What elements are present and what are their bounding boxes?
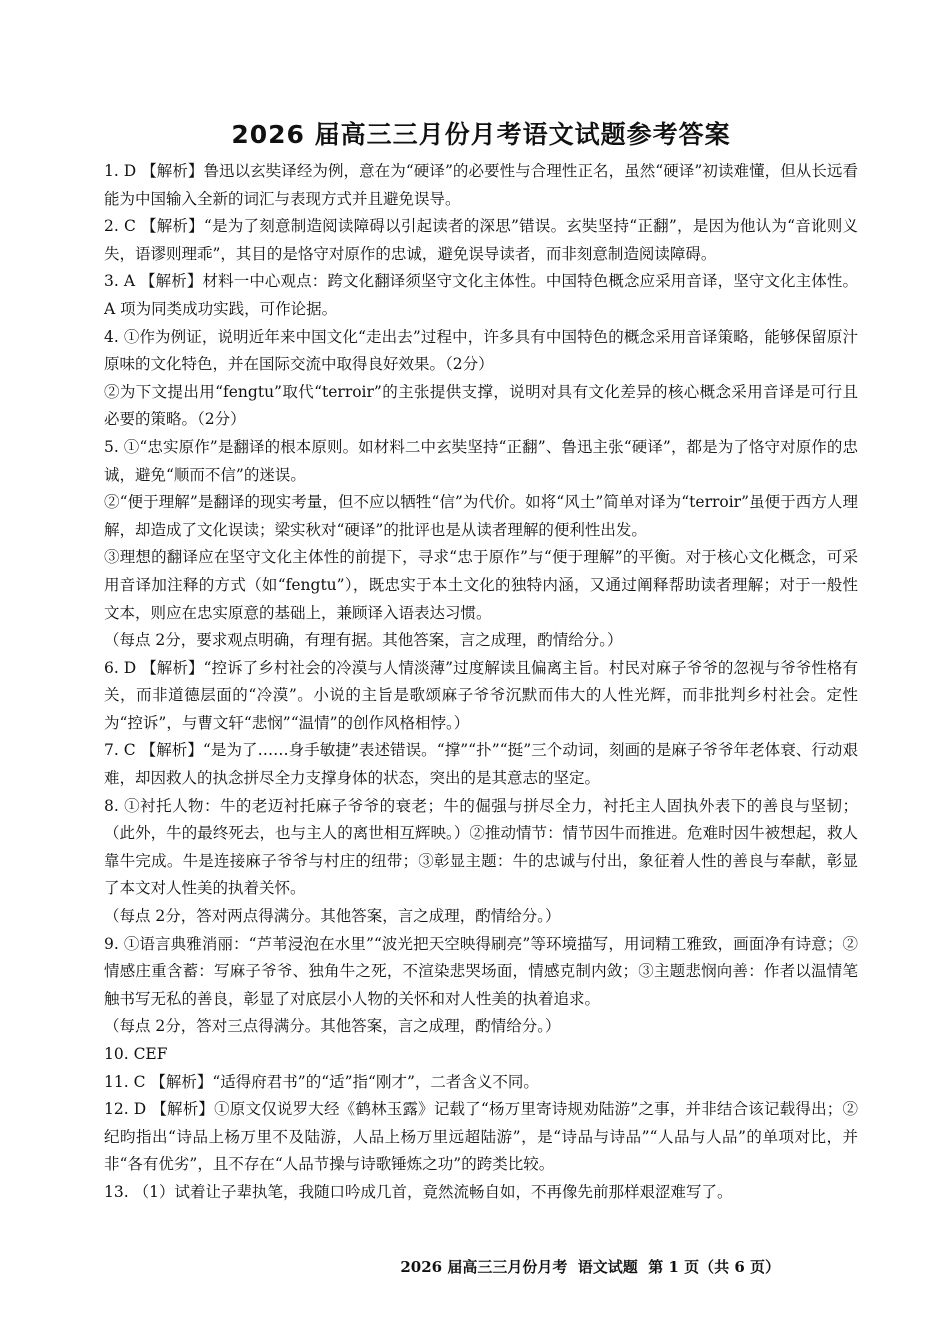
answer-q10: 10. CEF (104, 1045, 168, 1063)
answer-content (104, 158, 858, 1207)
answer-q7: 7. C 【解析】“是为了……身手敏捷”表述错误。“撑”“扑”“挺”三个动词，刻画的是麻子爷爷年老体衰、行动艰难，却因救人的执念拼尽全力支撑身体的状态，突出的是其意志的坚定。 (104, 741, 858, 788)
scoring-note-q8: （每点 2分，答对两点得满分。其他答案，言之成理，酌情给分。） (104, 907, 561, 926)
scoring-note-q9: （每点 2分，答对三点得满分。其他答案，言之成理，酌情给分。） (104, 1017, 561, 1036)
answer-q5-point1: 5. ①“忠实原作”是翻译的根本原则。如材料二中玄奘坚持“正翻”、鲁迅主张“硬译”，都是为了恪守对原作的忠诚，避免“顺而不信”的迷误。 (104, 437, 858, 484)
answer-q3: 3. A 【解析】材料一中心观点：跨文化翻译须坚守文化主体性。中国特色概念应采用音译，坚守文化主体性。A 项为同类成功实践，可作论据。 (104, 272, 858, 318)
answer-q4-point2: ②为下文提出用“fengtu”取代“terroir”的主张提供支撑，说明对具有文化差异的核心概念采用音译是可行且必要的策略。（2分） (104, 382, 858, 429)
answer-q5-point2: ②“便于理解”是翻译的现实考量，但不应以牺牲“信”为代价。如将“风土”简单对译为“terroir”虽便于西方人理解，却造成了文化误读；梁实秋对“硬译”的批评也是从读者理解的便利性出发。 (104, 493, 858, 539)
answer-q2: 2. C 【解析】“是为了刻意制造阅读障碍以引起读者的深思”错误。玄奘坚持“正翻”，是因为他认为“音讹则义失，语谬则理乖”，其目的是恪守对原作的忠诚，避免误导读者，而非刻意制造阅读障碍。 (104, 217, 858, 263)
answer-q11: 11. C 【解析】“适得府君书”的“适”指“刚才”，二者含义不同。 (104, 1072, 539, 1091)
answer-q8: 8. ①衬托人物：牛的老迈衬托麻子爷爷的衰老；牛的倔强与拼尽全力，衬托主人固执外表下的善良与坚韧；（此外，牛的最终死去，也与主人的离世相互辉映。）②推动情节：情节因牛而推进。危难时因牛被想起，救人靠牛完成。牛是连接麻子爷爷与村庄的纽带；③彰显主题：牛的忠诚与付出，象征着人性的善良与奉献，彰显了本文对人性美的执着关怀。 (104, 796, 858, 898)
answer-q12: 12. D 【解析】①原文仅说罗大经《鹤林玉露》记载了“杨万里寄诗规劝陆游”之事，并非结合该记载得出；②纪昀指出“诗品上杨万里不及陆游，人品上杨万里远超陆游”，是“诗品与诗品”“人品与人品”的单项对比，并非“各有优劣”，且不存在“人品节操与诗歌锤炼之功”的跨类比较。 (104, 1100, 858, 1174)
answer-q9: 9. ①语言典雅消丽：“芦苇浸泡在水里”“波光把天空映得刷亮”等环境描写，用词精工雅致，画面净有诗意；②情感庄重含蓄：写麻子爷爷、独角牛之死，不渲染悲哭场面，情感克制内敛；③主题悲悯向善：作者以温情笔触书写无私的善良，彰显了对底层小人物的关怀和对人性美的执着追求。 (104, 934, 858, 1008)
answer-q4-point1: 4. ①作为例证，说明近年来中国文化“走出去”过程中，许多具有中国特色的概念采用音译策略，能够保留原汁原味的文化特色，并在国际交流中取得良好效果。（2分） (104, 327, 858, 374)
answer-q1: 1. D 【解析】鲁迅以玄奘译经为例，意在为“硬译”的必要性与合理性正名，虽然“硬译”初读难懂，但从长远看能为中国输入全新的词汇与表现方式并且避免误导。 (104, 162, 858, 208)
answer-q13: 13. （1）试着让子辈执笔，我随口吟成几首，竟然流畅自如，不再像先前那样艰涩难写了。 (104, 1182, 733, 1201)
scoring-note-q5: （每点 2分，要求观点明确，有理有据。其他答案，言之成理，酌情给分。） (104, 631, 623, 650)
answer-q6: 6. D 【解析】“控诉了乡村社会的冷漠与人情淡薄”过度解读且偏离主旨。村民对麻子爷爷的忽视与爷爷性格有关，而非道德层面的“冷漠”。小说的主旨是歌颂麻子爷爷沉默而伟大的人性光辉，而非批判乡村社会。定性为“控诉”，与曹文轩“悲悯”“温情”的创作风格相悖。） (104, 658, 858, 732)
page-footer: 2026 届高三三月份月考 语文试题 第 1 页（共 6 页） (400, 1258, 780, 1276)
answer-q5-point3: ③理想的翻译应在坚守文化主体性的前提下，寻求“忠于原作”与“便于理解”的平衡。对于核心文化概念，可采用音译加注释的方式（如“fengtu”），既忠实于本土文化的独特内涵，又通过阐释帮助读者理解；对于一般性文本，则应在忠实原意的基础上，兼顾译入语表达习惯。 (104, 548, 858, 622)
document-title: 2026 届高三三月份月考语文试题参考答案 (231, 120, 731, 149)
